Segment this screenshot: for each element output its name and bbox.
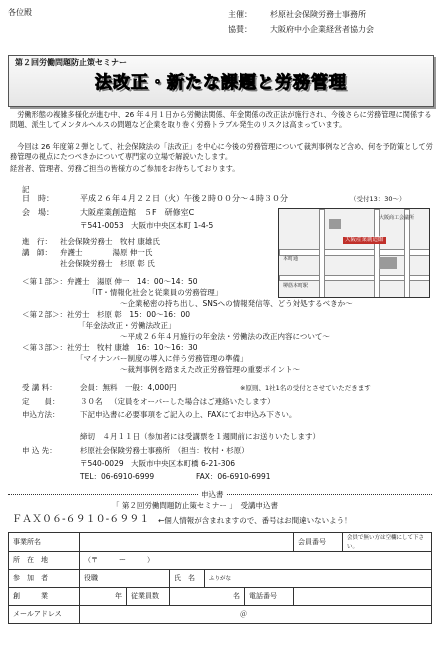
member-label: 会員番号 xyxy=(294,533,343,552)
cosponsor-label: 協賛： xyxy=(228,25,252,34)
form-section-title: 申込書 xyxy=(198,490,227,499)
member-note: 会員で無い方は空欄にして下さい。 xyxy=(347,535,425,550)
map-label: 堺筋本町駅 xyxy=(283,283,309,289)
banner-subtitle: 第２回労働問題防止策セミナー xyxy=(15,58,127,67)
form-seminar-title: 「 第２回労働問題防止策セミナー 」 受講申込書 xyxy=(112,501,279,510)
form-fax-note: ←個人情報が含まれますので、番号はお間違いないよう！ xyxy=(158,516,352,525)
at-sign: ＠ xyxy=(240,609,247,618)
founded-field[interactable] xyxy=(80,587,127,605)
cosponsor: 大阪府中小企業経営者協力会 xyxy=(270,25,374,34)
phone-label: 電話番号 xyxy=(245,587,294,605)
name-field[interactable] xyxy=(205,569,432,587)
map-label: 大阪商工会議所 xyxy=(379,215,415,221)
email-label: メールアドレス xyxy=(9,605,80,623)
capacity-value: ３０名 xyxy=(80,397,103,406)
address-field[interactable] xyxy=(80,551,432,569)
phone-field[interactable] xyxy=(294,587,432,605)
moderator-label: 進 行： xyxy=(22,237,52,246)
session-3-sub: ～裁判事例を踏まえた改正労務管理の重要ポイント～ xyxy=(120,365,300,374)
banner-title: 法改正・新たな課題と労務管理 xyxy=(95,73,347,93)
map-road xyxy=(404,209,410,298)
datetime-value: 平成２６年４月２２日（火）午後２時００分～４時３０分 xyxy=(80,194,288,203)
address-label: 所 在 地 xyxy=(9,551,80,569)
title-banner xyxy=(8,55,434,107)
founded-label: 創 業 xyxy=(9,587,80,605)
datetime-note: （受付13：30～） xyxy=(350,195,406,203)
session-3-title: 「マイナンバー制度の導入に伴う労務管理の準備」 xyxy=(76,354,248,363)
datetime-label: 日 時： xyxy=(22,194,54,203)
fee-label: 受 講 料： xyxy=(22,383,57,392)
apply-to-label: 申 込 先： xyxy=(22,446,57,455)
venue-map xyxy=(278,208,430,298)
venue-address: 〒541-0053 大阪市中央区本町 1-4-5 xyxy=(80,221,214,230)
method-label: 申込方法： xyxy=(22,410,60,419)
session-2-sub: ～平成２６年４月施行の年金法・労働法の改正内容について～ xyxy=(120,332,330,341)
fee-value: 会員：無料 一般：4,000円 xyxy=(80,383,177,392)
company-label: 事業所名 xyxy=(9,533,80,552)
session-2-head: ＜第２部＞：社労士 杉原 彰 15：00～16：00 xyxy=(22,310,191,319)
apply-to-address: 〒540-0029 大阪市中央区本町橋 6-21-306 xyxy=(80,459,236,468)
form-row-company xyxy=(9,533,432,552)
map-building xyxy=(329,219,341,229)
venue-name: 大阪産業創造館 ５F 研修室C xyxy=(80,208,195,217)
year-label: 年 xyxy=(115,591,122,600)
recipient: 各位殿 xyxy=(8,8,32,17)
moderator-value: 社会保険労務士 牧村 康雄氏 xyxy=(60,237,160,246)
fee-note: ※原則、1社1名の受付とさせていただきます xyxy=(240,384,371,392)
form-row-company-info xyxy=(9,587,432,605)
ki-label: 記 xyxy=(22,185,30,194)
session-1-head: ＜第１部＞：弁護士 湯原 伸一 14：00～14：50 xyxy=(22,277,198,286)
map-destination: 大阪産業創造館 xyxy=(345,237,384,243)
session-1-sub: ～企業秘密の持ち出し、SNSへの情報発信等、どう対処するべきか～ xyxy=(120,299,353,308)
company-field[interactable] xyxy=(80,533,294,552)
form-row-address xyxy=(9,551,432,569)
capacity-label: 定 員： xyxy=(22,397,60,406)
session-1-title: 「IT・情報化社会と従業員の労務管理」 xyxy=(88,288,223,297)
map-road xyxy=(319,209,325,298)
member-field[interactable] xyxy=(343,533,432,552)
form-fax-number: ＦＡＸ０６-６９１０-６９９１ xyxy=(12,514,150,525)
people-label: 名 xyxy=(233,591,240,600)
lecturer-2: 社会保険労務士 杉原 彰 氏 xyxy=(60,259,155,268)
apply-to-tel: TEL：06-6910-6999 xyxy=(80,472,155,481)
intro-paragraph-2: 今回は 26 年度第２弾として、社会保険法の「法改正」を中心に今後の労務管理について裁判事例など含め、何を予防策として労務管理の視点にたつべきかについて専門家の立場で解説いたします。 xyxy=(10,142,433,162)
form-row-attendee xyxy=(9,569,432,587)
intro-paragraph-1: 労働形態の複雑多様化が進む中、26 年４月１日から労働法関係、年金関係の改正法が施行され、今後さらに労務管理に関係する問題、派生してメンタルヘルスの問題など企業を取り巻く労務トラブル発生のリスクは高まっています。 xyxy=(10,110,432,130)
position-field[interactable] xyxy=(80,569,170,587)
method-value: 下記申込書に必要事項をご記入の上、FAXにてお申込み下さい。 xyxy=(80,410,297,419)
apply-to-fax: FAX：06-6910-6991 xyxy=(196,472,271,481)
lecturer-1: 弁護士 湯原 伸一氏 xyxy=(60,248,153,257)
employees-label: 従業員数 xyxy=(127,587,170,605)
furigana-label: ふりがな xyxy=(209,575,232,582)
lecturers-label: 講 師： xyxy=(22,248,52,257)
map-label: 本町通 xyxy=(283,256,299,262)
form-row-email xyxy=(9,605,432,623)
employees-field[interactable] xyxy=(170,587,245,605)
capacity-note: （定員をオーバーした場合はご連絡いたします） xyxy=(110,397,275,406)
name-label: 氏 名 xyxy=(170,569,205,587)
email-field[interactable] xyxy=(80,605,432,623)
intro-paragraph-3: 経営者、管理者、労務ご担当の皆様方のご参加をお待ちしております。 xyxy=(10,164,240,173)
session-2-title: 「年金法改正・労働法改正」 xyxy=(78,321,176,330)
venue-label: 会 場： xyxy=(22,208,54,217)
map-building xyxy=(379,257,397,269)
map-road xyxy=(374,209,380,298)
zip-prefix: （〒 ー ） xyxy=(84,555,154,564)
application-form xyxy=(8,532,432,624)
session-3-head: ＜第３部＞：社労士 牧村 康雄 16：10～16：30 xyxy=(22,343,198,352)
organizer-label: 主催： xyxy=(228,10,252,19)
apply-to-name: 杉原社会保険労務士事務所 （担当：牧村・杉原） xyxy=(80,446,249,455)
position-label: 役職 xyxy=(84,573,98,582)
attendee-label: 参 加 者 xyxy=(9,569,80,587)
organizer: 杉原社会保険労務士事務所 xyxy=(270,10,366,19)
deadline: 締切 ４月１１日（参加者には受講票を１週間前にお送りいたします） xyxy=(80,432,320,441)
